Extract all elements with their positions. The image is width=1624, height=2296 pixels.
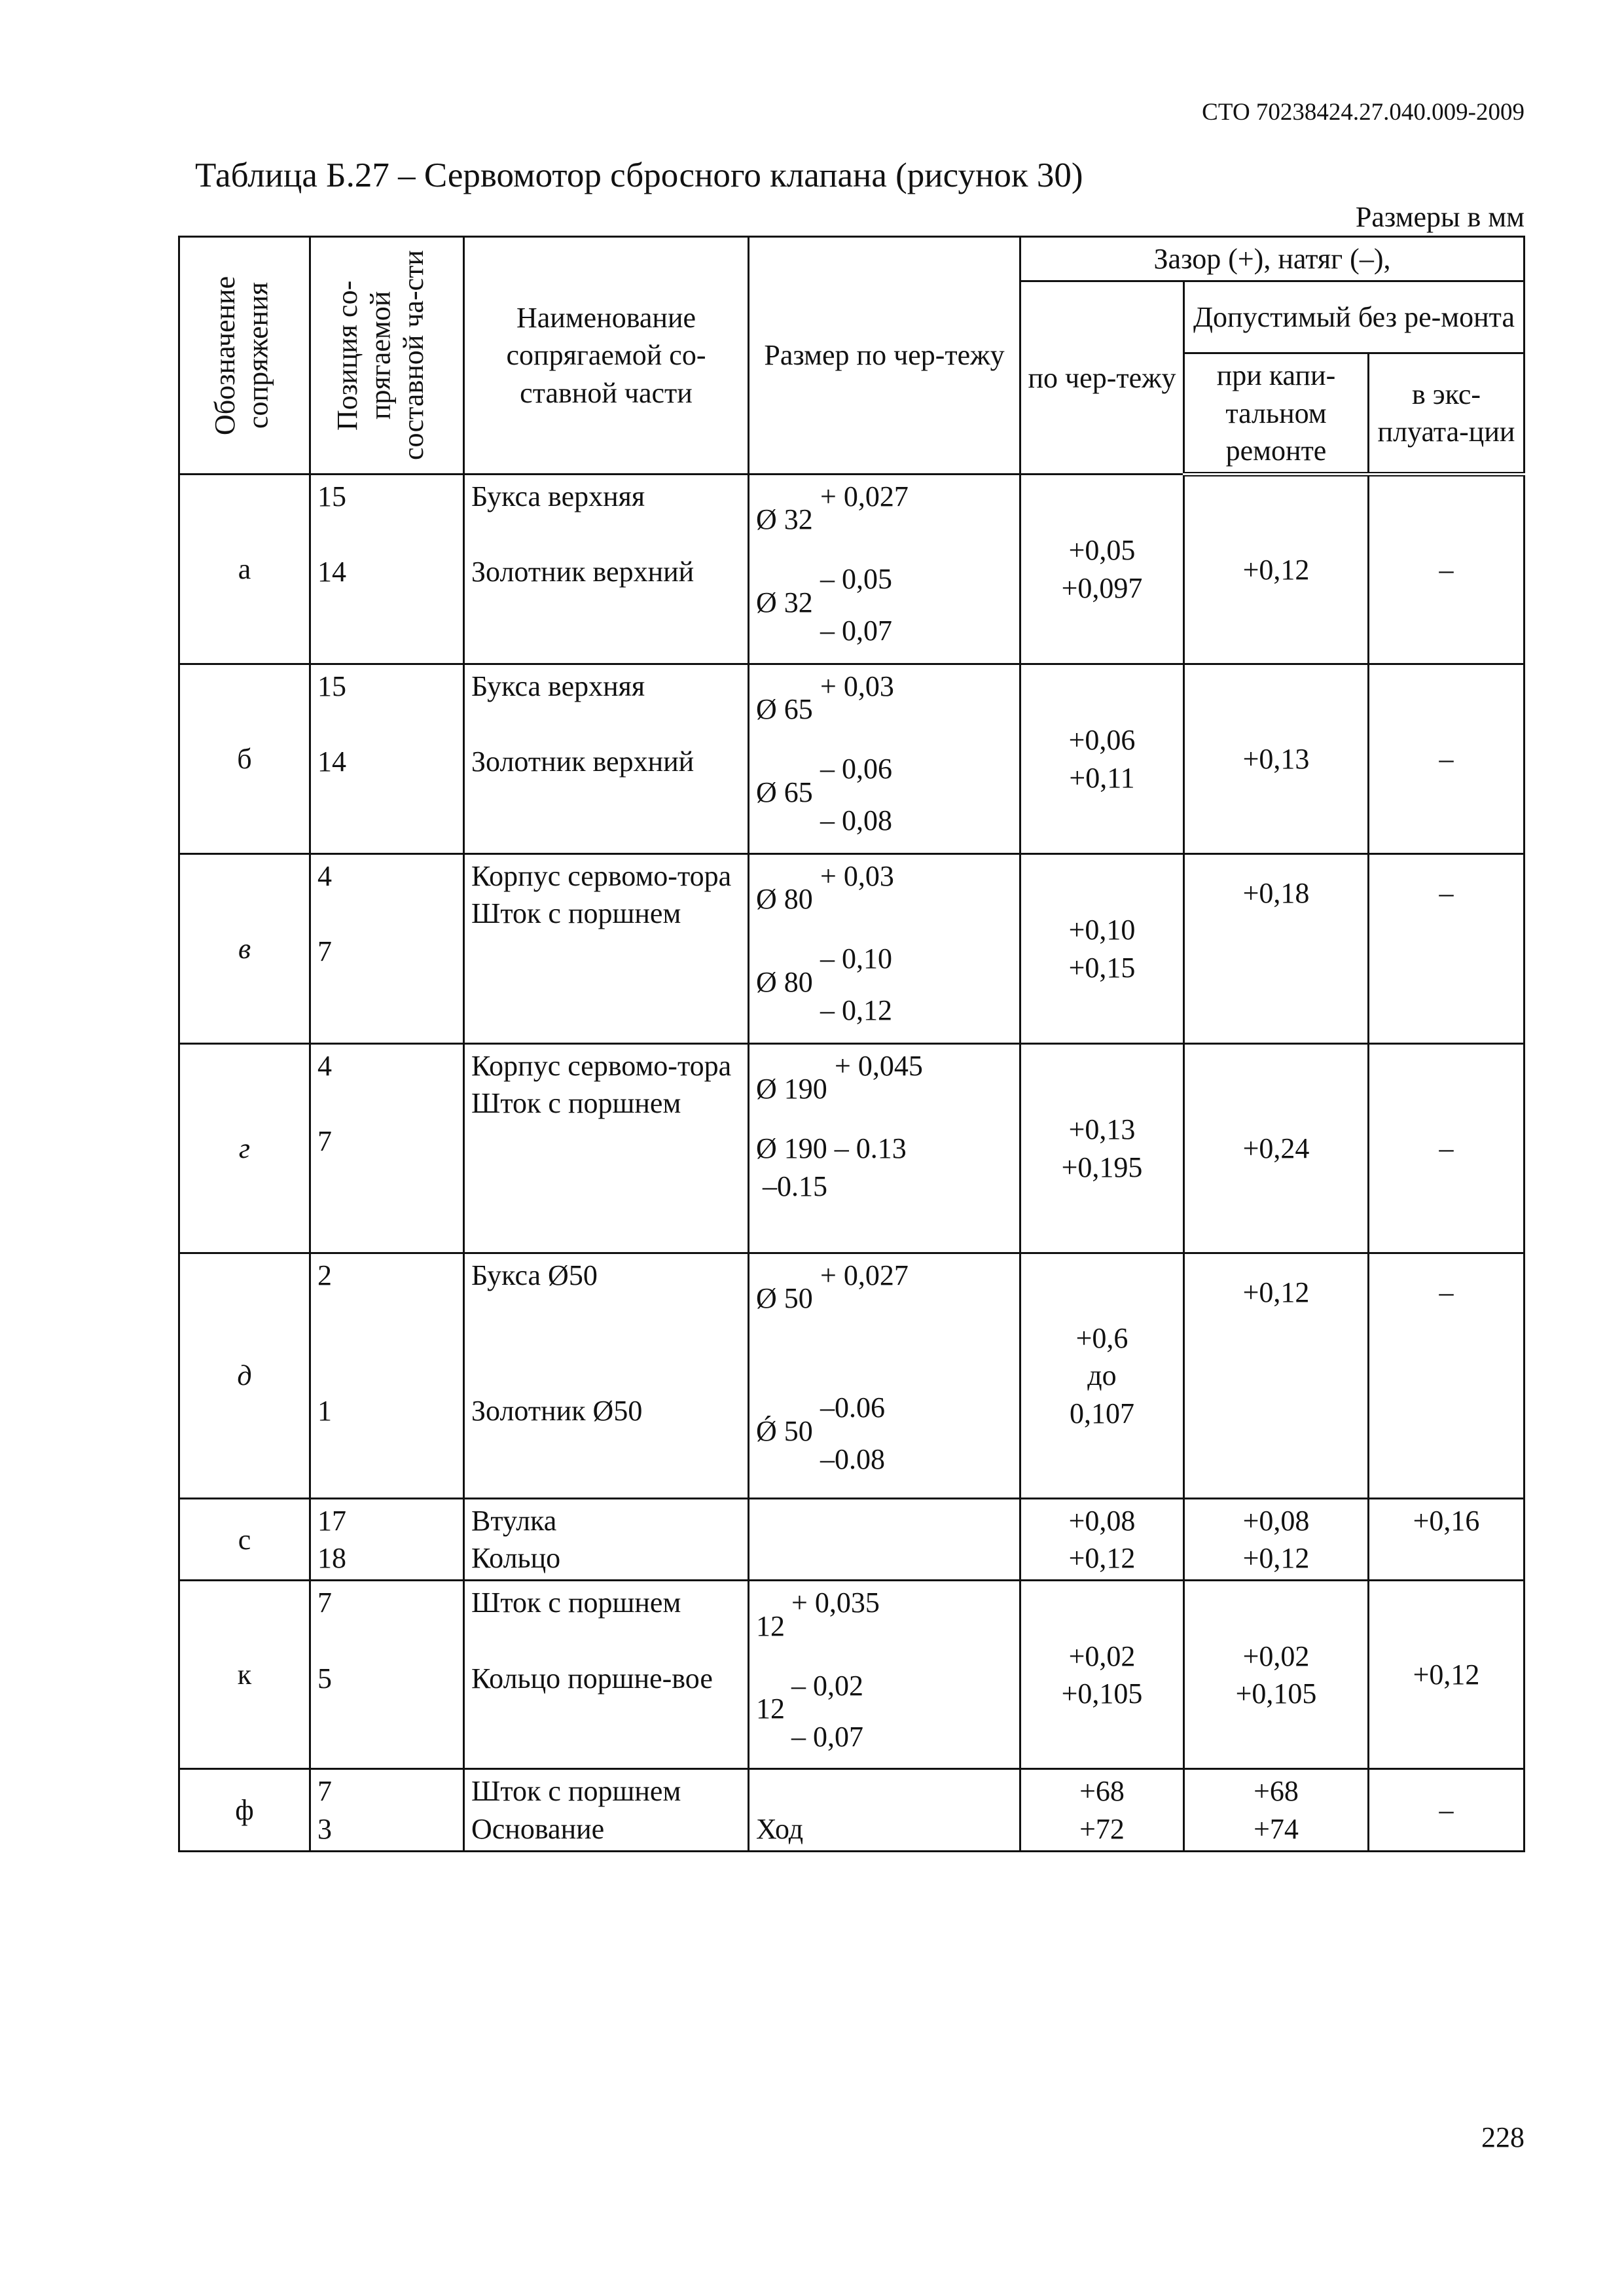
row-names bbox=[464, 1253, 749, 1499]
part-position: 4 bbox=[317, 1050, 332, 1082]
size-nominal: Ø 80 bbox=[756, 965, 813, 998]
row-sizes bbox=[749, 475, 1020, 664]
value-by-drawing: +0,10 +0,15 bbox=[1020, 854, 1184, 1044]
spacer bbox=[317, 1085, 456, 1122]
part-position: 14 bbox=[317, 556, 346, 588]
value-in-operation: +0,12 bbox=[1369, 1581, 1525, 1769]
row-mark: а bbox=[179, 475, 310, 664]
row-names bbox=[464, 1499, 749, 1581]
size-nominal: Ø 65 bbox=[756, 776, 813, 808]
col-name: Наименование сопрягаемой со-ставной части bbox=[464, 237, 749, 475]
size-tolerance-upper: + 0,03 bbox=[820, 860, 894, 892]
value-in-operation: – bbox=[1369, 664, 1525, 854]
row-names bbox=[464, 1769, 749, 1851]
row-mark: в bbox=[179, 854, 310, 1044]
size-value bbox=[756, 1389, 1013, 1478]
part-name: Шток с поршнем bbox=[471, 1587, 681, 1619]
part-name: Букса Ø50 bbox=[471, 1259, 598, 1291]
col-position: Позиция со-прягаемой составной ча-сти bbox=[310, 237, 464, 475]
size-tolerance-upper: – 0,10 bbox=[820, 942, 892, 975]
row-sizes bbox=[749, 1499, 1020, 1581]
col-gap-group: Зазор (+), натяг (–), bbox=[1020, 237, 1525, 281]
size-tolerance-lower: – 0,12 bbox=[820, 994, 892, 1026]
table-row bbox=[179, 475, 1525, 664]
spacer bbox=[317, 1294, 456, 1392]
part-name: Втулка bbox=[471, 1505, 557, 1537]
size-tolerance-upper: + 0,035 bbox=[791, 1587, 880, 1619]
spacer bbox=[471, 1622, 741, 1660]
value-in-operation: – bbox=[1369, 1253, 1525, 1499]
row-names bbox=[464, 854, 749, 1044]
value-by-drawing: +0,02 +0,105 bbox=[1020, 1581, 1184, 1769]
units-note: Размеры в мм bbox=[1355, 201, 1525, 233]
row-positions bbox=[310, 475, 464, 664]
row-sizes bbox=[749, 854, 1020, 1044]
part-position: 2 bbox=[317, 1259, 332, 1291]
part-position: 17 bbox=[317, 1505, 346, 1537]
table-title: Таблица Б.27 – Сервомотор сбросного клапана (рисунок 30) bbox=[195, 156, 1083, 194]
row-positions bbox=[310, 1769, 464, 1851]
spacer bbox=[317, 895, 456, 933]
value-capital-repair: +0,12 bbox=[1184, 475, 1369, 664]
page-number: 228 bbox=[1481, 2121, 1525, 2153]
size-nominal: Ø 65 bbox=[756, 693, 813, 726]
size-value bbox=[756, 560, 1013, 649]
row-mark: г bbox=[179, 1044, 310, 1253]
part-position: 18 bbox=[317, 1542, 346, 1575]
size-value bbox=[756, 668, 1013, 728]
size-tolerance-lower: –0.15 bbox=[763, 1170, 827, 1202]
part-name: Основание bbox=[471, 1812, 605, 1845]
size-value bbox=[756, 478, 1013, 538]
part-name: Шток с поршнем bbox=[471, 897, 681, 930]
table-row bbox=[179, 854, 1525, 1044]
row-sizes bbox=[749, 1044, 1020, 1253]
part-name: Шток с поршнем bbox=[471, 1775, 681, 1808]
value-by-drawing: +68 +72 bbox=[1020, 1769, 1184, 1851]
value-capital-repair: +0,08 +0,12 bbox=[1184, 1499, 1369, 1581]
table-row bbox=[179, 1253, 1525, 1499]
size-value bbox=[756, 1667, 1013, 1756]
value-by-drawing: +0,6 до 0,107 bbox=[1020, 1253, 1184, 1499]
size-nominal: Ø 190 bbox=[756, 1073, 827, 1105]
value-by-drawing: +0,13 +0,195 bbox=[1020, 1044, 1184, 1253]
row-sizes bbox=[749, 664, 1020, 854]
value-in-operation: – bbox=[1369, 1769, 1525, 1851]
size-value bbox=[756, 1257, 1013, 1317]
spacer bbox=[471, 1294, 741, 1392]
value-capital-repair: +0,13 bbox=[1184, 664, 1369, 854]
row-names bbox=[464, 1581, 749, 1769]
row-positions bbox=[310, 1044, 464, 1253]
size-nominal: 12 bbox=[756, 1692, 785, 1725]
row-mark: к bbox=[179, 1581, 310, 1769]
size-nominal: Ø 32 bbox=[756, 586, 813, 619]
col-in-operation: в экс-плуата-ции bbox=[1369, 353, 1525, 475]
size-tolerance-lower: – 0,08 bbox=[820, 804, 892, 836]
row-names bbox=[464, 664, 749, 854]
part-name: Золотник верхний bbox=[471, 745, 695, 778]
size-nominal: Ø 50 bbox=[756, 1282, 813, 1315]
table-row bbox=[179, 664, 1525, 854]
size-value bbox=[756, 1584, 1013, 1644]
spacer bbox=[317, 1622, 456, 1660]
size-value bbox=[756, 940, 1013, 1029]
size-nominal: Ø 80 bbox=[756, 883, 813, 916]
value-capital-repair: +0,02 +0,105 bbox=[1184, 1581, 1369, 1769]
part-name: Шток с поршнем bbox=[471, 1087, 681, 1120]
row-positions bbox=[310, 1581, 464, 1769]
size-tolerance-upper: + 0,027 bbox=[820, 480, 909, 512]
part-name: Кольцо bbox=[471, 1542, 561, 1575]
part-position: 4 bbox=[317, 860, 332, 892]
part-position: 7 bbox=[317, 935, 332, 968]
size-tolerance-upper: – 0,02 bbox=[791, 1669, 863, 1702]
table-row bbox=[179, 1581, 1525, 1769]
part-position: 7 bbox=[317, 1775, 332, 1808]
size-value bbox=[756, 857, 1013, 918]
row-mark: ф bbox=[179, 1769, 310, 1851]
value-capital-repair: +68 +74 bbox=[1184, 1769, 1369, 1851]
value-in-operation: – bbox=[1369, 475, 1525, 664]
part-position: 1 bbox=[317, 1395, 332, 1427]
part-position: 15 bbox=[317, 670, 346, 702]
part-name: Букса верхняя bbox=[471, 670, 645, 702]
size-tolerance-upper: – 0,06 bbox=[820, 753, 892, 785]
col-capital-repair: при капи-тальном ремонте bbox=[1184, 353, 1369, 475]
row-positions bbox=[310, 1253, 464, 1499]
value-by-drawing: +0,08 +0,12 bbox=[1020, 1499, 1184, 1581]
table-row bbox=[179, 1769, 1525, 1851]
col-allowed-group: Допустимый без ре-монта bbox=[1184, 281, 1525, 353]
value-capital-repair: +0,12 bbox=[1184, 1253, 1369, 1499]
row-mark: б bbox=[179, 664, 310, 854]
size-value bbox=[756, 750, 1013, 839]
part-name: Корпус сервомо-тора bbox=[471, 860, 732, 892]
part-position: 3 bbox=[317, 1812, 332, 1845]
row-names bbox=[464, 1044, 749, 1253]
size-nominal: 12 bbox=[756, 1609, 785, 1642]
row-positions bbox=[310, 664, 464, 854]
specs-table bbox=[178, 236, 1525, 1852]
size-nominal: Ø 32 bbox=[756, 503, 813, 536]
part-position: 15 bbox=[317, 480, 346, 512]
row-positions bbox=[310, 854, 464, 1044]
spacer bbox=[471, 515, 741, 553]
row-mark: д bbox=[179, 1253, 310, 1499]
size-value bbox=[756, 1047, 1013, 1107]
part-name: Корпус сервомо-тора bbox=[471, 1050, 732, 1082]
part-name: Кольцо поршне-вое bbox=[471, 1662, 713, 1695]
spacer bbox=[317, 705, 456, 743]
table-row bbox=[179, 1044, 1525, 1253]
value-capital-repair: +0,18 bbox=[1184, 854, 1369, 1044]
size-nominal: Ǿ 50 bbox=[756, 1414, 813, 1447]
size-tolerance-lower: – 0,07 bbox=[791, 1721, 863, 1753]
value-by-drawing: +0,05 +0,097 bbox=[1020, 475, 1184, 664]
size-tolerance-lower: –0.08 bbox=[820, 1443, 885, 1475]
part-position: 7 bbox=[317, 1125, 332, 1158]
row-sizes: Ход bbox=[749, 1769, 1020, 1851]
size-tolerance-upper: + 0,03 bbox=[820, 670, 894, 702]
size-nominal: Ø 190 – 0.13 bbox=[756, 1132, 907, 1165]
size-tolerance-upper: – 0,05 bbox=[820, 563, 892, 596]
table-row bbox=[179, 1499, 1525, 1581]
size-value bbox=[756, 1130, 1013, 1204]
size-tolerance-upper: –0.06 bbox=[820, 1391, 885, 1424]
part-name: Золотник верхний bbox=[471, 556, 695, 588]
value-in-operation: – bbox=[1369, 1044, 1525, 1253]
spacer bbox=[471, 705, 741, 743]
part-position: 7 bbox=[317, 1587, 332, 1619]
row-sizes bbox=[749, 1253, 1020, 1499]
size-tolerance-lower: – 0,07 bbox=[820, 614, 892, 647]
standard-code: СТО 70238424.27.040.009-2009 bbox=[1202, 99, 1525, 126]
part-position: 14 bbox=[317, 745, 346, 778]
row-names bbox=[464, 475, 749, 664]
size-tolerance-upper: + 0,045 bbox=[835, 1050, 923, 1082]
part-name: Золотник Ø50 bbox=[471, 1395, 643, 1427]
value-capital-repair: +0,24 bbox=[1184, 1044, 1369, 1253]
spacer bbox=[317, 515, 456, 553]
value-in-operation: +0,16 bbox=[1369, 1499, 1525, 1581]
value-by-drawing: +0,06 +0,11 bbox=[1020, 664, 1184, 854]
row-positions bbox=[310, 1499, 464, 1581]
col-designation: Обозначение сопряжения bbox=[179, 237, 310, 475]
col-by-drawing: по чер-тежу bbox=[1020, 281, 1184, 475]
col-drawing-size: Размер по чер-тежу bbox=[749, 237, 1020, 475]
part-position: 5 bbox=[317, 1662, 332, 1695]
row-mark: с bbox=[179, 1499, 310, 1581]
value-in-operation: – bbox=[1369, 854, 1525, 1044]
size-tolerance-upper: + 0,027 bbox=[820, 1259, 909, 1291]
row-sizes bbox=[749, 1581, 1020, 1769]
part-name: Букса верхняя bbox=[471, 480, 645, 512]
